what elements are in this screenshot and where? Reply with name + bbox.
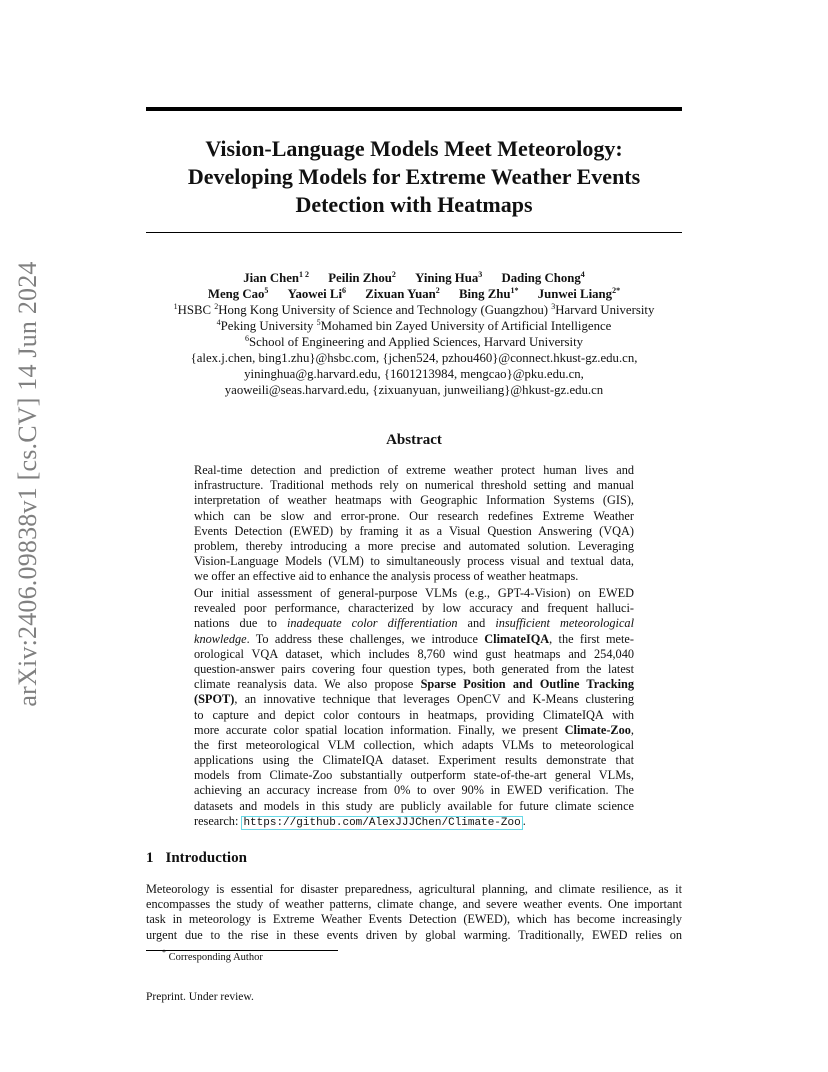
title-line: Detection with Heatmaps bbox=[295, 192, 533, 217]
author: Bing Zhu$^{1*}$ bbox=[458, 286, 519, 301]
emphasis-text: insufficient meteorological bbox=[495, 616, 634, 631]
author-emails: yaoweili@seas.harvard.edu, {zixuanyuan, junweiliang}@hkust-gz.edu.cn bbox=[224, 383, 604, 397]
abstract-line: knowledge. To address these challenges, we introduce ClimateIQA, the first mete- bbox=[194, 631, 634, 646]
introduction-paragraph bbox=[146, 882, 682, 943]
author-list-row-1 bbox=[100, 270, 728, 286]
author: Yaowei Li$^6$ bbox=[287, 286, 347, 301]
github-link[interactable]: https://github.com/AlexJJJChen/Climate-Zoo bbox=[243, 816, 521, 829]
author-emails: yininghua@g.harvard.edu, {1601213984, mengcao}@pku.edu.cn, bbox=[244, 367, 584, 381]
abstract-line: orological VQA dataset, which includes 8,760 wind gust heatmaps and 254,040 bbox=[194, 646, 634, 661]
abstract-line: we offer an effective aid to enhance the analysis process of weather heatmaps. bbox=[194, 569, 579, 584]
footnote bbox=[162, 948, 263, 963]
footnote-rule bbox=[146, 950, 338, 951]
title-line: Vision-Language Models Meet Meteorology: bbox=[205, 136, 623, 161]
body-line: encompasses the study of weather patterns, climate change, and severe weather events. One important bbox=[146, 897, 682, 912]
author: Yining Hua$^3$ bbox=[415, 270, 483, 285]
abstract-line: Real-time detection and prediction of extreme weather protect human lives and bbox=[194, 463, 634, 477]
abstract-line: Events Detection (EWED) by framing it as a Visual Question Answering (VQA) bbox=[194, 523, 634, 538]
model-collection-name: Climate-Zoo bbox=[564, 722, 631, 737]
abstract-line: models from Climate-Zoo substantially outperform state-of-the-art general VLMs, bbox=[194, 768, 634, 783]
emphasis-text: inadequate color differentiation bbox=[286, 616, 458, 631]
section-title: Introduction bbox=[165, 850, 247, 866]
author-list-row-2 bbox=[100, 286, 728, 302]
footnote-mark: * bbox=[162, 948, 166, 957]
paper-title bbox=[146, 135, 682, 219]
abstract-paragraph-2 bbox=[194, 586, 634, 829]
author: Peilin Zhou$^2$ bbox=[328, 270, 396, 285]
abstract-line: Our initial assessment of general-purpose VLMs (e.g., GPT-4-Vision) on EWED bbox=[194, 586, 634, 600]
abstract-line: problem, thereby introducing a more precise and automated solution. Leveraging bbox=[194, 538, 634, 553]
section-number: 1 bbox=[146, 850, 154, 866]
abstract-line: Vision-Language Models (VLM) to simultaneously process visual and textual data, bbox=[194, 554, 634, 569]
title-line: Developing Models for Extreme Weather Events bbox=[187, 164, 641, 189]
abstract-heading: Abstract bbox=[386, 432, 442, 448]
abstract-line: to capture and depict color contours in heatmaps, providing ClimateIQA with bbox=[194, 707, 634, 722]
abstract-line: applications using the ClimateIQA dataset. Experiment results demonstrate that bbox=[194, 753, 634, 768]
author: Meng Cao$^5$ bbox=[207, 286, 269, 301]
abstract-line: datasets and models in this study are publicly available for future climate science bbox=[194, 798, 634, 813]
abstract-paragraph-1 bbox=[194, 463, 634, 585]
footnote-text: Corresponding Author bbox=[168, 952, 263, 963]
author: Zixuan Yuan$^2$ bbox=[365, 286, 440, 301]
affiliation-line: $^4$Peking University $^5$Mohamed bin Zayed University of Artificial Intelligence bbox=[216, 318, 612, 333]
abstract-line: more accurate color spatial location information. Finally, we present Climate-Zoo, bbox=[194, 722, 634, 737]
abstract-line: achieving an accuracy increase from 0% to over 90% in EWED verification. The bbox=[194, 783, 634, 798]
abstract-line: climate reanalysis data. We also propose Sparse Position and Outline Tracking bbox=[194, 677, 634, 692]
affiliation-line: $^6$School of Engineering and Applied Sciences, Harvard University bbox=[244, 334, 584, 349]
abstract-line: interpretation of weather heatmaps with Geographic Information Systems (GIS), bbox=[194, 493, 634, 508]
dataset-name: ClimateIQA bbox=[484, 631, 550, 646]
body-line: Meteorology is essential for disaster preparedness, agricultural planning, and climate resilience, as it bbox=[146, 882, 682, 896]
abstract-line: research: https://github.com/AlexJJJChen/Climate-Zoo . bbox=[194, 813, 526, 829]
body-line: task in meteorology is Extreme Weather Events Detection (EWED), which has become increasingly bbox=[146, 912, 682, 927]
title-top-rule bbox=[146, 107, 682, 111]
arxiv-identifier: arXiv:2406.09838v1 [cs.CV] 14 Jun 2024 bbox=[13, 261, 42, 707]
abstract-line: infrastructure. Traditional methods rely on numerical threshold setting and manual bbox=[194, 478, 634, 493]
abstract-line: which can be slow and error-prone. Our research redefines Extreme Weather bbox=[194, 508, 634, 523]
abstract-line: (SPOT), an innovative technique that leverages OpenCV and K-Means clustering bbox=[194, 692, 634, 707]
author: Jian Chen$^{1 2}$ bbox=[243, 270, 310, 285]
abstract-line: question-answer pairs covering four question types, both generated from the latest bbox=[194, 661, 634, 676]
affiliation-line: $^1$HSBC $^2$Hong Kong University of Science and Technology (Guangzhou) $^3$Harvard University bbox=[173, 302, 655, 317]
method-acronym: (SPOT) bbox=[194, 692, 235, 707]
abstract-line: nations due to inadequate color differentiation and insufficient meteorological bbox=[194, 616, 634, 631]
abstract-line: revealed poor performance, characterized by low accuracy and frequent halluci- bbox=[194, 601, 634, 616]
section-heading bbox=[146, 850, 247, 867]
page-footer: Preprint. Under review. bbox=[146, 991, 254, 1003]
title-bottom-rule bbox=[146, 232, 682, 233]
arxiv-side-stamp bbox=[2, 261, 54, 707]
author: Junwei Liang$^{2*}$ bbox=[537, 286, 621, 301]
body-line: urgent due to the rise in these events driven by global warming. Traditionally, EWED relies on bbox=[146, 927, 682, 942]
author: Dading Chong$^4$ bbox=[501, 270, 585, 285]
author-emails: {alex.j.chen, bing1.zhu}@hsbc.com, {jchen524, pzhou460}@connect.hkust-gz.edu.cn, bbox=[190, 351, 638, 365]
method-name: Sparse Position and Outline Tracking bbox=[420, 677, 634, 692]
emphasis-text: knowledge bbox=[194, 631, 247, 646]
abstract-line: the first meteorological VLM collection, which adapts VLMs to meteorological bbox=[194, 737, 634, 752]
